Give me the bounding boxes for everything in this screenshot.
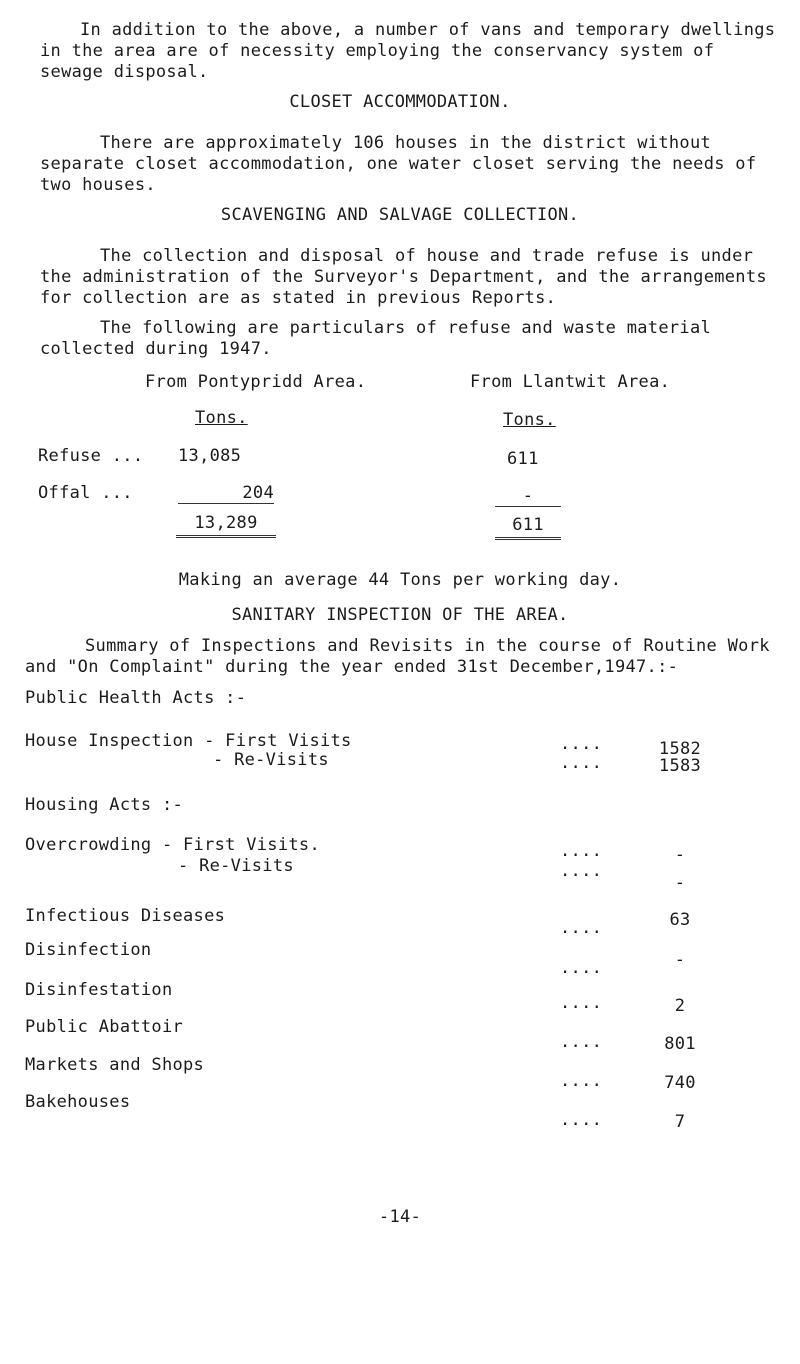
item-public-abattoir: Public Abattoir: [25, 1017, 184, 1037]
total-llantwit: 611: [495, 515, 561, 540]
total-pontypridd: 13,289: [176, 513, 276, 538]
offal-label: Offal ...: [38, 483, 133, 503]
value-disinfestation: 2: [674, 996, 686, 1016]
over-re-value: -: [674, 873, 686, 893]
average-line: Making an average 44 Tons per working day.: [178, 570, 622, 590]
dots: ....: [560, 841, 603, 861]
housing-acts-label: Housing Acts :-: [25, 795, 184, 815]
dots: ....: [560, 1110, 603, 1130]
dots: ....: [560, 753, 603, 773]
public-health-acts-label: Public Health Acts :-: [25, 688, 247, 708]
scavenging-heading: SCAVENGING AND SALVAGE COLLECTION.: [220, 205, 580, 225]
tons-unit-1: Tons.: [195, 408, 248, 428]
scavenging-paragraph: The collection and disposal of house and trade refuse is under the administration of the Surveyor's Department, and the arrangements for collection are as stated in previous Reports.: [40, 246, 767, 308]
dots: ....: [560, 1071, 603, 1091]
pontypridd-header: From Pontypridd Area.: [145, 372, 367, 392]
dots: ....: [560, 918, 603, 938]
value-infectious-diseases: 63: [669, 910, 691, 930]
value-public-abattoir: 801: [664, 1034, 696, 1054]
closet-heading: CLOSET ACCOMMODATION.: [289, 92, 511, 112]
dots: ....: [560, 861, 603, 881]
dots: ....: [560, 993, 603, 1013]
over-first-value: -: [674, 845, 686, 865]
item-markets-and-shops: Markets and Shops: [25, 1055, 205, 1075]
item-disinfection: Disinfection: [25, 940, 152, 960]
tons-unit-2: Tons.: [503, 410, 556, 430]
overcrowding-first-label: Overcrowding - First Visits.: [25, 835, 320, 855]
closet-paragraph: There are approximately 106 houses in the district without separate closet accommodation, one water closet serving the needs of two houses.: [40, 133, 757, 195]
house-first-value: 1582: [658, 739, 702, 759]
refuse-label: Refuse ...: [38, 446, 144, 466]
item-infectious-diseases: Infectious Diseases: [25, 906, 226, 926]
house-inspection-first-label: House Inspection - First Visits: [25, 731, 352, 751]
item-disinfestation: Disinfestation: [25, 980, 173, 1000]
overcrowding-revisits-label: - Re-Visits: [178, 856, 294, 876]
refuse-pontypridd: 13,085: [178, 446, 242, 466]
item-bakehouses: Bakehouses: [25, 1092, 131, 1112]
llantwit-header: From Llantwit Area.: [470, 372, 671, 392]
value-disinfection: -: [674, 950, 686, 970]
intro-paragraph: In addition to the above, a number of vans and temporary dwellings in the area are of necessity employing the conservancy system of sewage disposal.: [40, 20, 776, 82]
house-inspection-revisits-label: - Re-Visits: [213, 750, 329, 770]
value-markets-and-shops: 740: [664, 1073, 696, 1093]
dots: ....: [560, 958, 603, 978]
offal-pontypridd: 204: [178, 483, 274, 504]
dots: ....: [560, 1032, 603, 1052]
refuse-llantwit: 611: [507, 449, 539, 469]
offal-llantwit: -: [495, 486, 561, 507]
dots: ....: [560, 734, 603, 754]
inspection-summary: Summary of Inspections and Revisits in the course of Routine Work and "On Complaint" during the year ended 31st December,1947.:-: [25, 636, 770, 677]
particulars-paragraph: The following are particulars of refuse and waste material collected during 1947.: [40, 318, 712, 359]
house-re-value: 1583: [658, 756, 702, 776]
page-number: -14-: [378, 1207, 422, 1227]
inspection-heading: SANITARY INSPECTION OF THE AREA.: [231, 605, 569, 625]
value-bakehouses: 7: [674, 1112, 686, 1132]
